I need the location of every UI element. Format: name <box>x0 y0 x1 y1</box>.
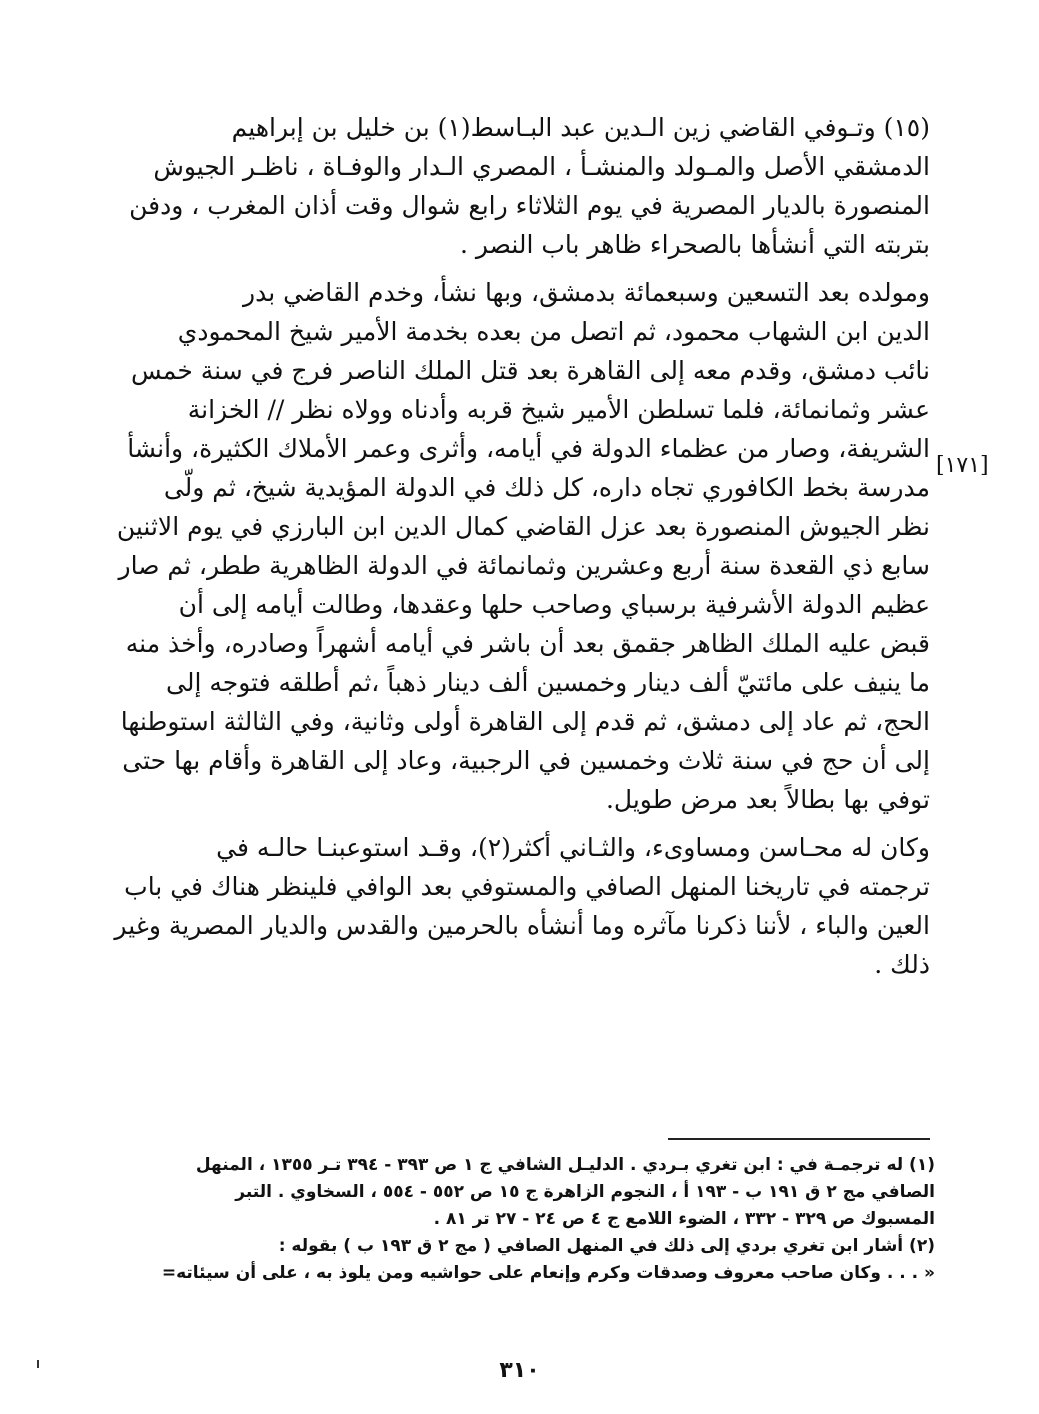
text-line: عظيم الدولة الأشرفية برسباي وصاحب حلها وعقدها، وطالت أيامه إلى أن <box>178 590 930 619</box>
paragraph-3 <box>70 828 930 984</box>
text-line: توفي بها بطالاً بعد مرض طويل. <box>605 785 930 814</box>
text-line: الدمشقي الأصل والمـولد والمنشـأ ، المصري الـدار والوفـاة ، ناظـر الجيوش <box>153 152 930 181</box>
text-line: ما ينيف على مائتيّ ألف دينار وخمسين ألف دينار ذهباً ،ثم أطلقه فتوجه إلى <box>166 668 930 697</box>
footnote-divider <box>668 1138 930 1140</box>
footnote-line: (١) له ترجمـة في : ابن تغري بـردي . الدليـل الشافي ج ١ ص ٣٩٣ - ٣٩٤ تـر ١٣٥٥ ، المنهل <box>195 1155 935 1175</box>
footnote-line: الصافي مج ٢ ق ١٩١ ب - ١٩٣ أ ، النجوم الزاهرة ج ١٥ ص ٥٥٢ - ٥٥٤ ، السخاوي . التبر <box>235 1182 935 1202</box>
text-line: (١٥) وتـوفي القاضي زين الـدين عبد البـاسط(١) بن خليل بن إبراهيم <box>231 113 930 142</box>
footnote-line: « . . . وكان صاحب معروف وصدقات وكرم وإنعام على حواشيه ومن يلوذ به ، على أن سيئاته= <box>161 1263 935 1283</box>
text-line: نظر الجيوش المنصورة بعد عزل القاضي كمال الدين ابن البارزي في يوم الاثنين <box>116 512 930 541</box>
text-line: عشر وثمانمائة، فلما تسلطن الأمير شيخ قربه وأدناه وولاه نظر // الخزانة <box>187 395 930 424</box>
text-line: إلى أن حج في سنة ثلاث وخمسين في الرجبية، وعاد إلى القاهرة وأقام بها حتى <box>122 746 930 775</box>
text-line: نائب دمشق، وقدم معه إلى القاهرة بعد قتل الملك الناصر فرج في سنة خمس <box>131 356 930 385</box>
text-line: العين والباء ، لأننا ذكرنا مآثره وما أنشأه بالحرمين والقدس والديار المصرية وغير <box>114 911 930 940</box>
text-line: ومولده بعد التسعين وسبعمائة بدمشق، وبها نشأ، وخدم القاضي بدر <box>243 278 930 307</box>
paragraph-2 <box>70 273 930 819</box>
text-line: مدرسة بخط الكافوري تجاه داره، كل ذلك في الدولة المؤيدية شيخ، ثم ولّى <box>163 473 930 502</box>
text-line: بتربته التي أنشأها بالصحراء ظاهر باب النصر . <box>459 230 930 259</box>
page-number: ٣١٠ <box>499 1358 540 1383</box>
text-line: قبض عليه الملك الظاهر جقمق بعد أن باشر في أيامه أشهراً وصادره، وأخذ منه <box>125 629 930 658</box>
text-line: ترجمته في تاريخنا المنهل الصافي والمستوفي بعد الوافي فلينظر هناك في باب <box>124 872 930 901</box>
footnotes <box>60 1152 935 1287</box>
text-line: ذلك . <box>874 950 930 979</box>
text-line: الشريفة، وصار من عظماء الدولة في أيامه، وأثرى وعمر الأملاك الكثيرة، وأنشأ <box>127 434 930 463</box>
margin-folio-reference: [١٧١] <box>936 453 989 478</box>
footnote-line: المسبوك ص ٣٢٩ - ٣٣٢ ، الضوء اللامع ج ٤ ص ٢٤ - ٢٧ تر ٨١ . <box>433 1209 935 1229</box>
footnote-line: (٢) أشار ابن تغري بردي إلى ذلك في المنهل الصافي ( مج ٢ ق ١٩٣ ب ) بقوله : <box>278 1236 935 1256</box>
text-line: الحج، ثم عاد إلى دمشق، ثم قدم إلى القاهرة أولى وثانية، وفي الثالثة استوطنها <box>120 707 930 736</box>
text-line: المنصورة بالديار المصرية في يوم الثلاثاء رابع شوال وقت أذان المغرب ، ودفن <box>129 191 930 220</box>
text-line: الدين ابن الشهاب محمود، ثم اتصل من بعده بخدمة الأمير شيخ المحمودي <box>177 317 930 346</box>
paragraph-1 <box>70 108 930 264</box>
main-text <box>70 108 930 984</box>
text-line: وكان له محـاسن ومساوىء، والثـاني أكثر(٢)، وقـد استوعبنـا حالـه في <box>216 833 930 862</box>
text-line: سابع ذي القعدة سنة أربع وعشرين وثمانمائة في الدولة الظاهرية ططر، ثم صار <box>118 551 930 580</box>
